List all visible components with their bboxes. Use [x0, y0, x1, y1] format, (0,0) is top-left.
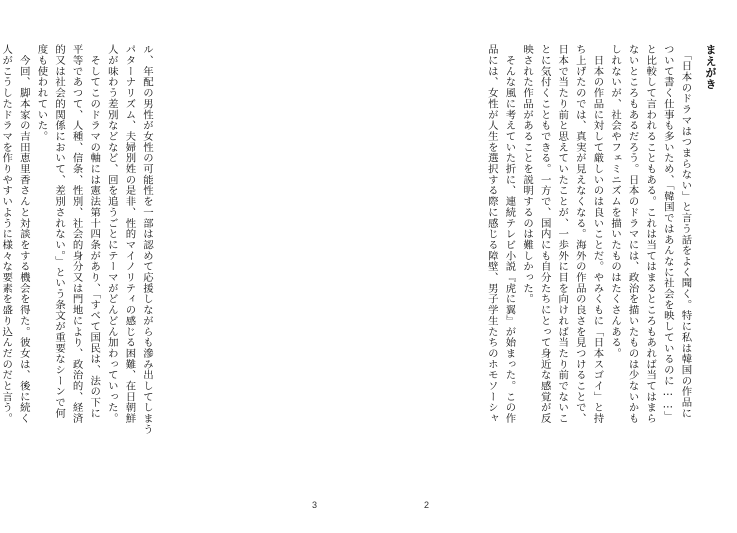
text-line: そんな風に考えていた折に、連続テレビ小説『虎に翼』が始まった。この作 — [503, 44, 516, 424]
text-line: と比較して言われることもある。これは当てはまるところもあれば当てはまら — [644, 44, 657, 424]
left-page — [0, 0, 368, 533]
page-number: 3 — [312, 500, 318, 510]
text-line: 人が味わう差別などなど、回を追うごとにテーマがどんどん加わっていった。 — [105, 44, 118, 424]
text-line: 品には、女性が人生を選択する際に感じる障壁、男子学生たちのホモソーシャ — [485, 44, 498, 424]
text-line: 人がこうしたドラマを作りやすいように様々な要素を盛り込んだのだと言う。 — [0, 44, 13, 424]
right-page-body — [482, 44, 719, 484]
text-line: そしてこのドラマの軸には憲法第十四条があり、「すべて国民は、法の下に — [88, 44, 101, 419]
right-page — [368, 0, 737, 533]
text-line: 平等であつて、人種、信条、性別、社会的身分又は門地により、政治的、経済 — [70, 44, 83, 424]
text-line: 映された作品があることを説明するのは難しかった。 — [521, 44, 534, 305]
text-line: 度も使われていた。 — [35, 44, 48, 142]
text-line: 今回、脚本家の吉田恵里香さんと対談をする機会を得た。彼女は、後に続く — [17, 44, 30, 424]
section-heading: まえがき — [704, 44, 717, 90]
text-line: パターナリズム、夫婦別姓の是非、性的マイノリティの感じる困難、在日朝鮮 — [123, 44, 136, 424]
left-page-body — [0, 44, 155, 484]
text-line: 日本で当たり前と思えていたことが、一歩外に目を向ければ当たり前でないこ — [556, 44, 569, 424]
text-line: 「日本のドラマはつまらない」と言う話をよく聞く。特に私は韓国の作品に — [679, 44, 692, 419]
text-line: ル、年配の男性が女性の可能性を一部は認めて応援しながらも滲み出してしまう — [141, 44, 153, 435]
text-line: しれないが、社会やフェミニズムを描いたものはたくさんある。 — [609, 44, 622, 359]
text-line: とに気付くこともできる。一方で、国内にも自分たちにとって身近な感覚が反 — [538, 44, 551, 424]
text-line: ち上げたのでは、真実が見えなくなる。海外の作品の良さを見つけることで、 — [573, 44, 586, 424]
page-number: 2 — [424, 500, 430, 510]
text-line: ないところもあるだろう。日本のドラマには、政治を描いたものは少ないかも — [626, 44, 639, 424]
text-line: 的又は社会的関係において、差別されない。」という条文が重要なシーンで何 — [53, 44, 66, 419]
text-line: ついて書く仕事も多いため、「韓国ではあんなに社会を映しているのに……」 — [661, 44, 674, 422]
text-line: 日本の作品に対して厳しいのは良いことだ。やみくもに「日本スゴイ」と持 — [591, 44, 604, 424]
